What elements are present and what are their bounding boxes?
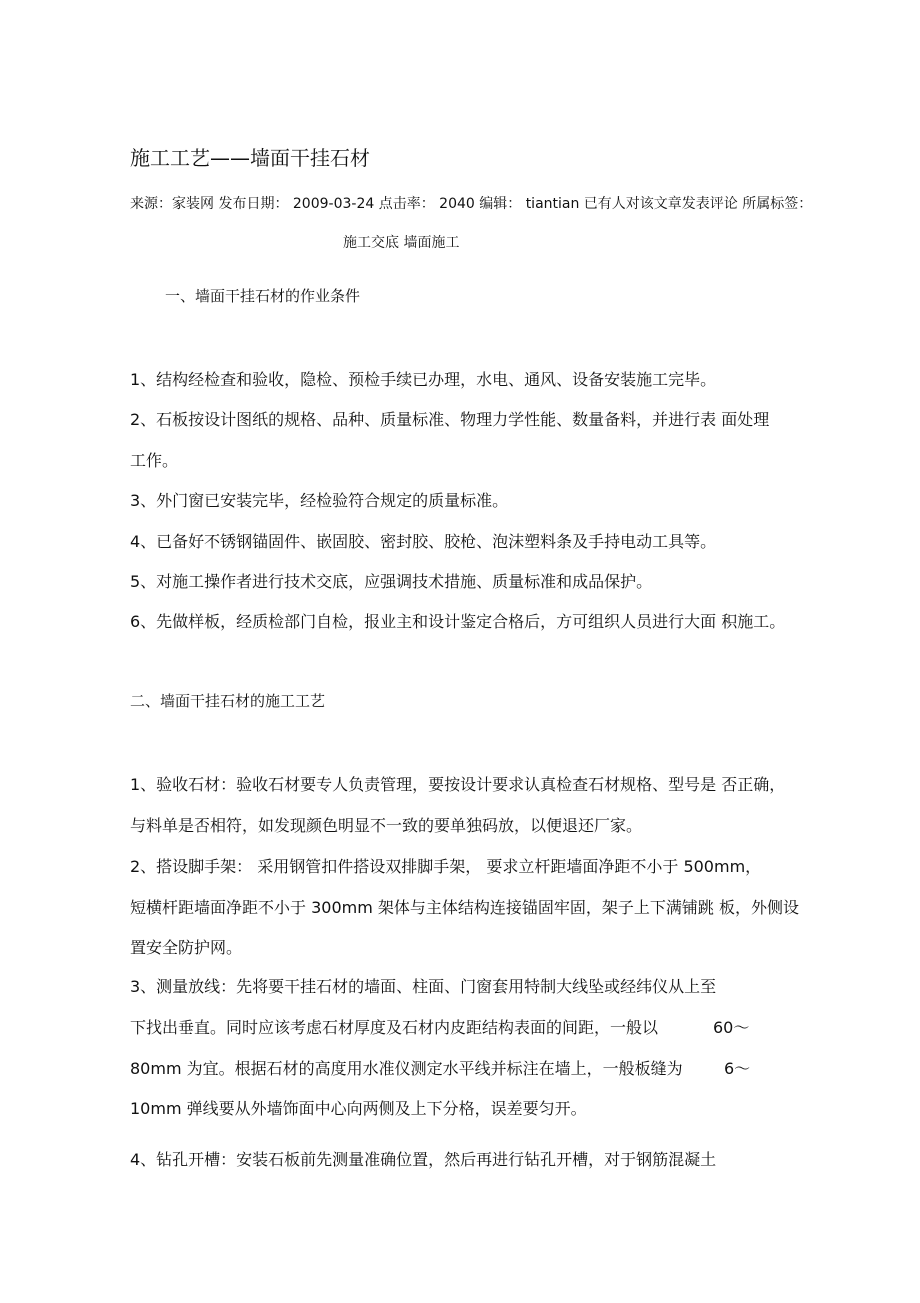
range-value-60: 60～ xyxy=(713,1018,750,1037)
list-item: 5、对施工操作者进行技术交底，应强调技术措施、质量标准和成品保护。 xyxy=(130,572,653,591)
page-title: 施工工艺——墙面干挂石材 xyxy=(130,146,370,170)
list-item: 2、搭设脚手架： 采用钢管扣件搭设双排脚手架， 要求立杆距墙面净距不小于 500mm， xyxy=(130,857,762,876)
list-item: 80mm 为宜。根据石材的高度用水准仪测定水平线并标注在墙上，一般板缝为 xyxy=(130,1059,683,1078)
list-item: 3、测量放线：先将要干挂石材的墙面、柱面、门窗套用特制大线坠或经纬仪从上至 xyxy=(130,977,717,996)
list-item: 3、外门窗已安装完毕，经检验符合规定的质量标准。 xyxy=(130,491,509,510)
list-item: 与料单是否相符，如发现颜色明显不一致的要单独码放，以便退还厂家。 xyxy=(130,816,643,835)
list-item: 4、钻孔开槽：安装石板前先测量准确位置，然后再进行钻孔开槽，对于钢筋混凝土 xyxy=(130,1150,717,1169)
list-item: 1、结构经检查和验收，隐检、预检手续已办理，水电、通风、设备安装施工完毕。 xyxy=(130,370,717,389)
article-tags: 施工交底 墙面施工 xyxy=(343,235,460,251)
list-item: 下找出垂直。同时应该考虑石材厚度及石材内皮距结构表面的间距，一般以 xyxy=(130,1018,659,1037)
section-heading-process: 二、墙面干挂石材的施工工艺 xyxy=(130,692,326,710)
article-meta: 来源：家装网 发布日期： 2009-03-24 点击率： 2040 编辑： tiantian 已有人对该文章发表评论 所属标签： xyxy=(130,196,813,212)
list-item: 短横杆距墙面净距不小于 300mm 架体与主体结构连接锚固牢固，架子上下满铺跳 板，外侧设 xyxy=(130,898,799,917)
range-value-6: 6～ xyxy=(724,1059,751,1078)
list-item: 6、先做样板，经质检部门自检，报业主和设计鉴定合格后，方可组织人员进行大面 积施工。 xyxy=(130,612,786,631)
section-heading-conditions: 一、墙面干挂石材的作业条件 xyxy=(165,287,361,305)
list-item: 1、验收石材：验收石材要专人负责管理，要按设计要求认真检查石材规格、型号是 否正确， xyxy=(130,775,786,794)
list-item: 4、已备好不锈钢锚固件、嵌固胶、密封胶、胶枪、泡沫塑料条及手持电动工具等。 xyxy=(130,532,717,551)
list-item: 置安全防护网。 xyxy=(130,938,243,957)
list-item: 2、石板按设计图纸的规格、品种、质量标准、物理力学性能、数量备料，并进行表 面处理 xyxy=(130,410,770,429)
list-item: 10mm 弹线要从外墙饰面中心向两侧及上下分格，误差要匀开。 xyxy=(130,1099,587,1118)
list-item: 工作。 xyxy=(130,451,179,470)
